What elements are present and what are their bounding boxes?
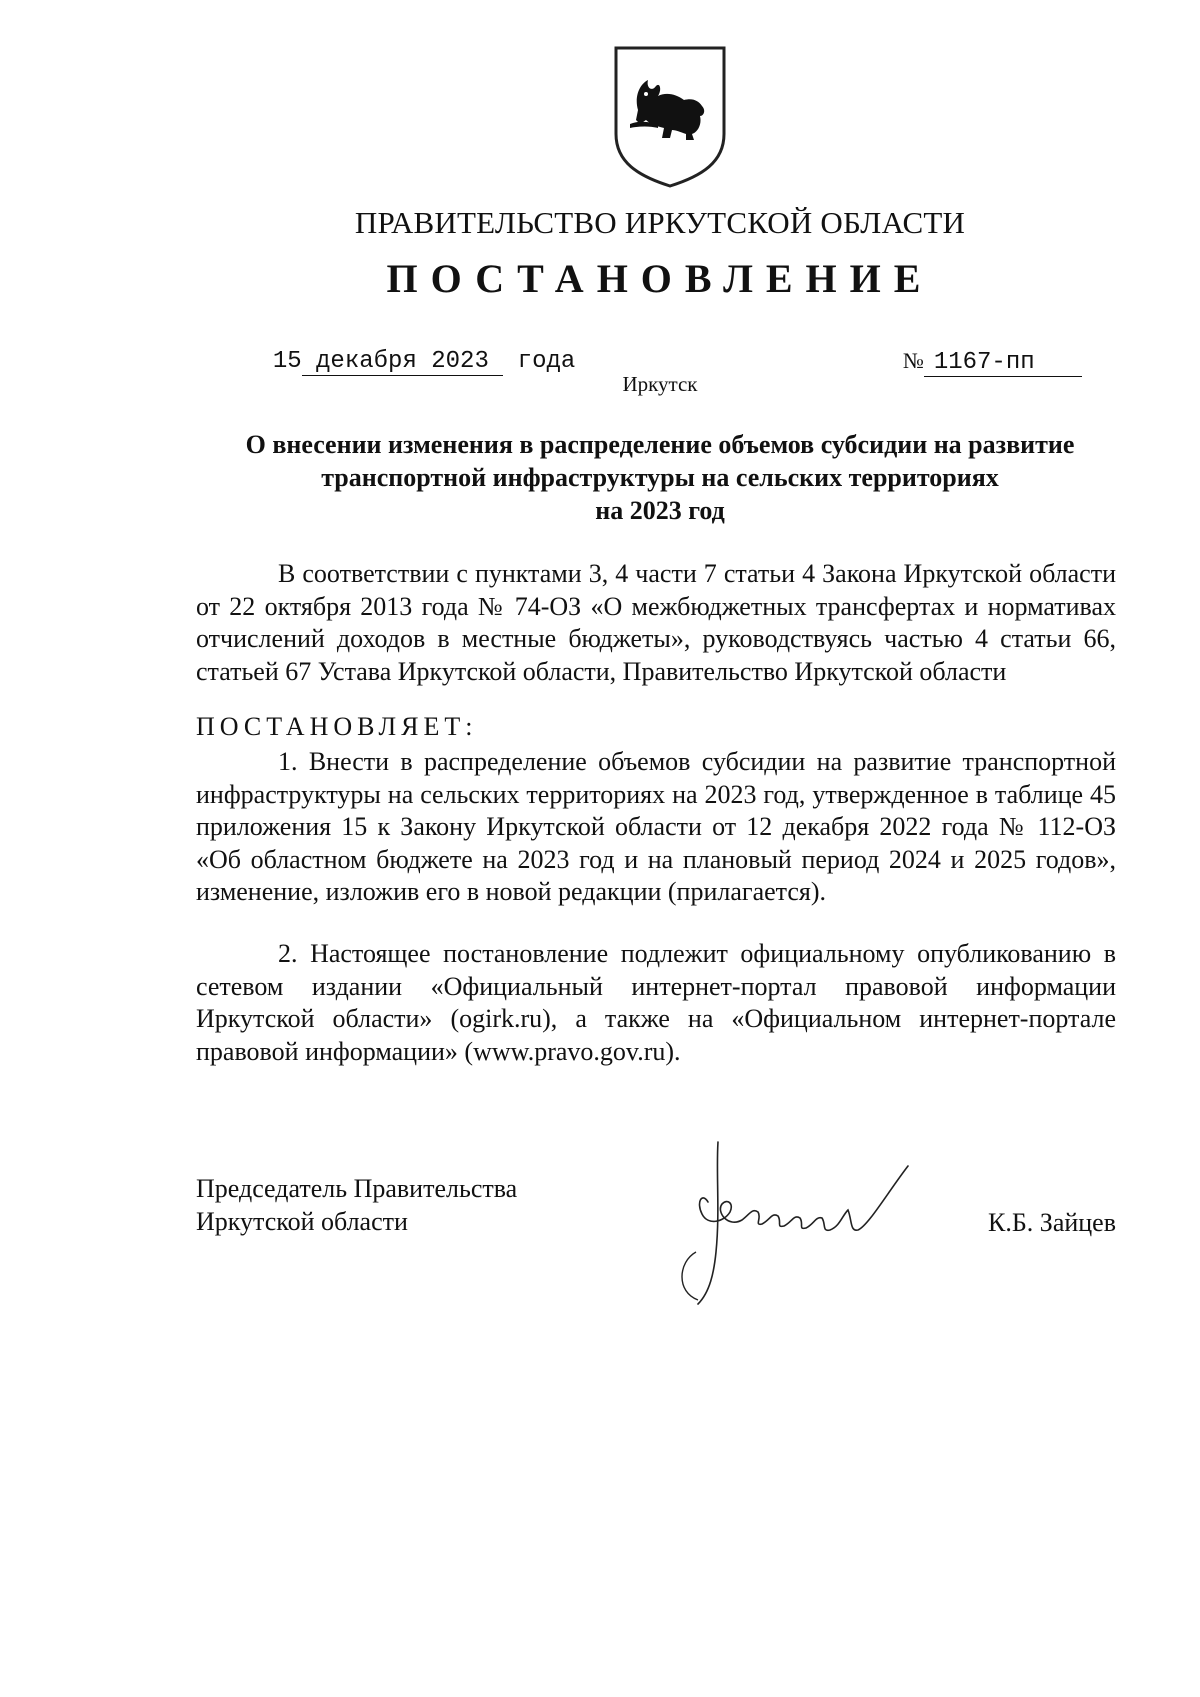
city: Иркутск	[622, 372, 698, 396]
subject-line: на 2023 год	[595, 496, 725, 525]
date-day: 15	[272, 348, 302, 375]
item-1: 1. Внести в распределение объемов субсидии на развитие транспортной инфраструктуры на сельских территориях на 2023 год, утвержденное в таблице 45 приложения 15 к Закону Иркутской области от 12 декабря 2022 года № 112-ОЗ «Об областном бюджете на 2023 год и на плановый период 2024 и 2025 годов», изменение, изложив его в новой редакции (прилагается).	[196, 747, 1116, 906]
ruling-word: ПОСТАНОВЛЯЕТ:	[196, 712, 478, 741]
number-sign: №	[902, 348, 924, 373]
signatory-name: К.Б. Зайцев	[988, 1208, 1116, 1237]
document-type: ПОСТАНОВЛЕНИЕ	[386, 256, 934, 301]
number-value: 1167-пп	[924, 349, 1082, 377]
date-suffix: года	[517, 348, 576, 375]
government-name: ПРАВИТЕЛЬСТВО ИРКУТСКОЙ ОБЛАСТИ	[354, 205, 966, 240]
signatory-position: Председатель Правительства Иркутской области	[196, 1174, 518, 1236]
decree-number	[874, 321, 1082, 377]
decree-subject	[190, 428, 1130, 527]
item-2: 2. Настоящее постановление подлежит официальному опубликованию в сетевом издании «Официальный интернет-портал правовой информации Иркутской области» (ogirk.ru), а также на «Официальном интернет-портале правовой информации» (www.pravo.gov.ru).	[196, 939, 1116, 1066]
subject-line: О внесении изменения в распределение объемов субсидии на развитие	[245, 430, 1075, 459]
handwritten-signature	[658, 1132, 928, 1307]
subject-line: транспортной инфраструктуры на сельских территориях	[321, 463, 999, 492]
coat-of-arms-icon	[610, 44, 730, 190]
date-month-year: декабря 2023	[302, 348, 504, 376]
decree-date	[244, 321, 575, 376]
preamble: В соответствии с пунктами 3, 4 части 7 статьи 4 Закона Иркутской области от 22 октября 2013 года № 74-ОЗ «О межбюджетных трансфертах и нормативах отчислений доходов в местные бюджеты», руководствуясь частью 4 статьи 66, статьей 67 Устава Иркутской области, Правительство Иркутской области	[196, 559, 1116, 686]
